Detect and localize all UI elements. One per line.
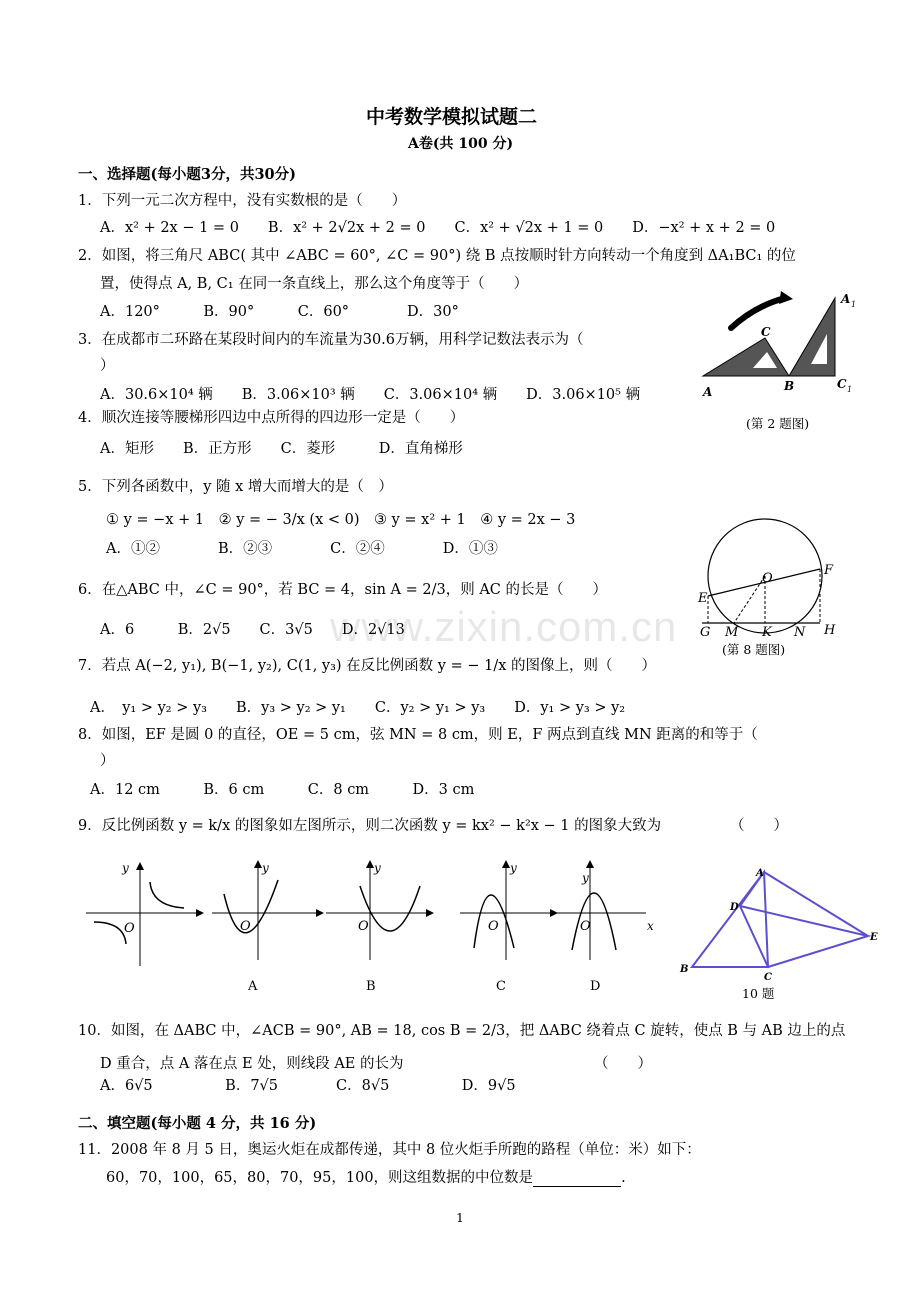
q9-graphs <box>86 850 656 994</box>
q10-label-e: E <box>870 932 878 943</box>
page-subtitle: A卷(共 100 分) <box>408 136 514 152</box>
q8-label-e: E <box>698 591 708 606</box>
q8-label-m: M <box>725 625 739 640</box>
q8-options: A．12 cm B．6 cm C．8 cm D．3 cm <box>90 782 475 798</box>
q9-stem: 9．反比例函数 y = k/x 的图象如左图所示，则二次函数 y = kx² − k²x − 1 的图象大致为 <box>78 818 662 834</box>
q10-options: A．6√5 B．7√5 C．8√5 D．9√5 <box>100 1078 516 1094</box>
q9-label-d: D <box>590 979 601 994</box>
q10-label-d: D <box>730 902 739 913</box>
q10-stem-line1: 10．如图，在 ΔABC 中，∠ACB = 90°, AB = 18, cos B = 2/3，把 ΔABC 绕着点 C 旋转，使点 B 与 AB 边上的点 <box>78 1023 846 1039</box>
q11-answer-blank[interactable] <box>533 1172 621 1187</box>
q10-stem-line2: D 重合，点 A 落在点 E 处，则线段 AE 的长为 <box>100 1056 404 1072</box>
q10-figure <box>680 862 880 1002</box>
q2-label-a1: A <box>841 292 851 306</box>
page-number: 1 <box>456 1210 464 1225</box>
q9-ref-y-label: y <box>122 861 129 875</box>
q4-options: A．矩形 B．正方形 C．菱形 D．直角梯形 <box>100 441 463 457</box>
q9-ref-origin: O <box>124 921 135 936</box>
q8-figure-caption: (第 8 题图) <box>722 642 786 657</box>
q7-stem: 7．若点 A(−2, y₁), B(−1, y₂), C(1, y₃) 在反比例函数 y = − 1/x 的图像上，则（ ） <box>78 658 657 674</box>
page-title: 中考数学模拟试题二 <box>366 106 538 128</box>
q2-triangle-abc <box>703 338 789 376</box>
q2-label-a: A <box>703 385 713 399</box>
q2-label-a1-sub: 1 <box>851 300 857 309</box>
q8-stem-line2: ） <box>100 753 115 769</box>
q9-graph-c <box>460 860 558 994</box>
q8-label-f: F <box>824 563 834 578</box>
q3-options: A．30.6×10⁴ 辆 B．3.06×10³ 辆 C．3.06×10⁴ 辆 D．3.06×10⁵ 辆 <box>100 387 641 403</box>
q1-stem: 1．下列一元二次方程中，没有实数根的是（ ） <box>78 193 407 209</box>
q3-stem-line1: 3．在成都市二环路在某段时间内的车流量为30.6万辆，用科学记数法表示为（ <box>78 332 584 348</box>
q5-items: ① y = −x + 1 ② y = − 3/x (x < 0) ③ y = x² + 1 ④ y = 2x − 3 <box>106 512 576 528</box>
q8-label-n: N <box>794 625 806 640</box>
q10-figure-caption: 10 题 <box>742 986 775 1001</box>
q7-options: A． y₁ > y₂ > y₃ B．y₃ > y₂ > y₁ C．y₂ > y₁ > y₃ D．y₁ > y₃ > y₂ <box>90 700 626 716</box>
q9-graph-b <box>326 860 434 994</box>
q11-data: 60，70，100，65，80，70，95，100，则这组数据的中位数是 <box>106 1170 534 1186</box>
section-heading-fill: 二、填空题(每小题 4 分，共 16 分) <box>78 1115 317 1132</box>
q9-b-y-label: y <box>374 861 381 875</box>
q6-options: A．6 B．2√5 C．3√5 D．2√13 <box>100 622 405 638</box>
q9-c-y-label: y <box>510 861 517 875</box>
q9-d-origin: O <box>580 919 591 934</box>
watermark: www.zixin.com.cn <box>330 603 678 650</box>
q5-stem: 5．下列各函数中，y 随 x 增大而增大的是（ ） <box>78 479 393 495</box>
q9-bracket: （ ） <box>730 818 788 834</box>
q3-stem-line2: ） <box>100 358 115 374</box>
q2-label-c: C <box>761 325 771 339</box>
q9-label-b: B <box>366 979 376 994</box>
q2-label-c1: C <box>837 377 847 391</box>
q10-label-b: B <box>680 964 689 975</box>
q9-c-origin: O <box>488 919 499 934</box>
q2-label-c1-sub: 1 <box>847 385 853 394</box>
q2-figure <box>695 288 865 403</box>
q9-b-origin: O <box>358 919 369 934</box>
q1-options: A．x² + 2x − 1 = 0 B．x² + 2√2x + 2 = 0 C．x² + √2x + 1 = 0 D．−x² + x + 2 = 0 <box>100 220 776 236</box>
q8-label-o: O <box>762 571 773 586</box>
q9-a-y-label: y <box>262 861 269 875</box>
q8-figure <box>694 524 844 640</box>
q8-label-g: G <box>700 625 711 640</box>
q11-end: . <box>621 1170 626 1186</box>
q2-options: A．120° B．90° C．60° D．30° <box>100 304 459 320</box>
q11-stem: 11．2008 年 8 月 5 日，奥运火炬在成都传递，其中 8 位火炬手所跑的路程（单位：米）如下： <box>78 1142 701 1158</box>
q9-label-a: A <box>248 979 258 994</box>
q2-stem-line2: 置，使得点 A, B, C₁ 在同一条直线上，那么这个角度等于（ ） <box>100 276 529 292</box>
q10-bracket: （ ） <box>594 1056 652 1072</box>
q9-graph-a <box>212 860 324 994</box>
q10-triangle-abc <box>692 872 768 967</box>
q2-figure-caption: (第 2 题图) <box>746 416 810 431</box>
q2-label-b: B <box>784 379 795 393</box>
q8-label-h: H <box>824 623 836 638</box>
q9-graph-reference <box>86 861 204 966</box>
q9-d-x-label: x <box>647 919 654 933</box>
q9-d-y-label: y <box>582 871 589 885</box>
q9-label-c: C <box>496 979 506 994</box>
q8-stem-line1: 8．如图，EF 是圆 0 的直径，OE = 5 cm，弦 MN = 8 cm，则 E，F 两点到直线 MN 距离的和等于（ <box>78 727 758 743</box>
q9-graph-d <box>552 860 654 994</box>
q6-stem: 6．在△ABC 中，∠C = 90°，若 BC = 4，sin A = 2/3，则 AC 的长是（ ） <box>78 582 607 598</box>
q10-label-c: C <box>764 972 772 983</box>
q2-triangle-a1bc1 <box>789 298 835 376</box>
q4-stem: 4．顺次连接等腰梯形四边中点所得的四边形一定是（ ） <box>78 410 465 426</box>
q8-label-k: K <box>762 625 772 640</box>
q10-triangle-cde <box>740 906 868 967</box>
q10-label-a: A <box>756 868 764 879</box>
q2-stem-line1: 2．如图，将三角尺 ABC( 其中 ∠ABC = 60°, ∠C = 90°) 绕 B 点按顺时针方向转动一个角度到 ΔA₁BC₁ 的位 <box>78 248 796 264</box>
section-heading-choice: 一、选择题(每小题3分，共30分) <box>78 166 296 183</box>
q5-options: A．①② B．②③ C．②④ D．①③ <box>106 541 498 557</box>
q11-data-line <box>106 1170 626 1187</box>
q9-a-origin: O <box>240 919 251 934</box>
